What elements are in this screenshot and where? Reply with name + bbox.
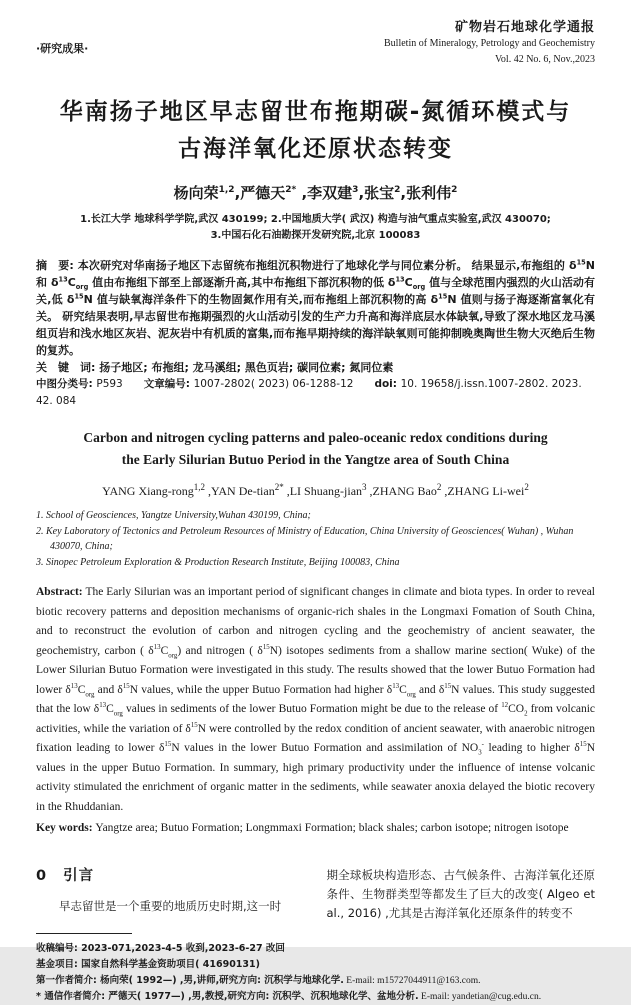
authors-en: YANG Xiang-rong$^{1,2}$ ,YAN De-tian$^{2*}$ ,LI Shuang-jian$^3$ ,ZHANG Bao$^2$ ,ZHANG Li-wei$^2$: [102, 482, 529, 498]
affiliation-cn-line2: 3.中国石化石油勘探开发研究院,北京 100083: [210, 230, 421, 241]
affiliations-cn: [36, 212, 595, 244]
footnote-corresponding-author-email: E-mail: yandetian@cug.edu.cn.: [418, 992, 542, 1002]
intro-columns: [36, 864, 595, 923]
journal-title-en: Bulletin of Mineralogy, Petrology and Geochemistry: [384, 38, 595, 49]
journal-masthead: [384, 20, 595, 68]
intro-right-paragraph: 期全球板块构造形态、古气候条件、古海洋氧化还原条件、生物群类型等都发生了巨大的改变( Algeo et al., 2016) ,尤其是古海洋氧化还原条件的转变不: [326, 868, 595, 920]
abstract-cn: 摘 要: 本次研究对华南扬子地区下志留统布拖组沉积物进行了地球化学与同位素分析。 结果显示,布拖组的 $\delta^{15}N$ 和 $\delta^{13}C_{org}$ 值由布拖组下部至上部逐渐升高,其中布拖组下部沉积物的低 $\delta^{13}C_{org}$ 值与全球范围内强烈的火山活动有关,低 $\delta^{15}N$ 值与缺氧海洋条件下的生物固氮作用有关,而布拖组上部沉积物的高 $\delta^{15}N$ 值则与扬子海逐渐富氧化有关。 研究结果表明,早志留世布拖期强烈的火山活动引发的生产力升高和海洋底层水体缺氧,导致了深水地区龙马溪组页岩和浅水地区灰岩、泥灰岩中有机质的富集,而布拖早期持续的海洋缺氧则可能抑制晚奥陶世生物大灭绝后生物的复苏。: [36, 258, 595, 357]
page-header: [36, 20, 595, 68]
keywords-cn: 关 键 词: 扬子地区; 布拖组; 龙马溪组; 黑色页岩; 碳同位素; 氮同位素: [36, 361, 394, 374]
journal-issue: Vol. 42 No. 6, Nov.,2023: [494, 54, 595, 65]
journal-title-cn: 矿物岩石地球化学通报: [454, 20, 595, 35]
footnote-fund: [36, 957, 595, 973]
affiliation-en-line1: 1. School of Geosciences, Yangtze University,Wuhan 430199, China;: [36, 510, 311, 521]
article-title-cn: [36, 94, 595, 168]
intro-right-column: [327, 864, 596, 923]
affiliation-cn-line1: 1.长江大学 地球科学学院,武汉 430199; 2.中国地质大学( 武汉) 构造与油气重点实验室,武汉 430070;: [80, 214, 551, 225]
affiliations-en: [36, 508, 595, 570]
article-title-en: [36, 427, 595, 471]
article-title-cn-line1: 华南扬子地区早志留世布拖期碳-氮循环模式与: [59, 99, 572, 125]
section-number: 0: [36, 868, 48, 884]
footnote-received-text: 收稿编号: 2023-071,2023-4-5 收到,2023-6-27 改回: [36, 943, 285, 954]
footnote-divider: [36, 933, 132, 934]
article-title-en-line1: Carbon and nitrogen cycling patterns and paleo-oceanic redox conditions during: [83, 430, 548, 445]
section-heading: [36, 864, 305, 885]
footnotes: [36, 941, 595, 1005]
article-title-en-line2: the Early Silurian Butuo Period in the Yangtze area of South China: [121, 452, 510, 467]
footnote-received: [36, 941, 595, 957]
keywords-en: Key words: Yangtze area; Butuo Formation; Longmmaxi Formation; black shales; carbon isotope; nitrogen isotope: [36, 822, 569, 834]
article-title-cn-line2: 古海洋氧化还原状态转变: [178, 136, 453, 162]
section-title: 引言: [63, 868, 95, 884]
footnote-fund-text: 基金项目: 国家自然科学基金资助项目( 41690131): [36, 959, 260, 970]
footnote-corresponding-author: [36, 989, 595, 1005]
intro-left-column: [36, 864, 305, 923]
abstract-en: Abstract: The Early Silurian was an important period of significant changes in climate and biota types. In order to reveal biotic recovery patterns and deposition mechanisms of organic-rich shales in the Longmaxi Fomation of South China, and to reconstruct the evolution of carbon and nitrogen cycling and the geochemistry of ancient seawater, the geochemistry, carbon ( $\delta^{13}C_{org}$) and nitrogen ( $\delta^{15}N$) isotopes sediments from a shallow marine section( Wuke) of the Lower Silurian Butuo Formation were investigated in this study. The results showed that the lower Butuo Formation had lower $\delta^{13}C_{org}$ and $\delta^{15}N$ values, while the upper Butuo Formation had higher $\delta^{13}C_{org}$ and $\delta^{15}N$ values. This study suggested that the low $\delta^{13}C_{org}$ values in sediments of the lower Butuo Formation might be due to the release of $^{12}CO_2$ from volcanic activities, while the variation of $\delta^{15}N$ were controlled by the redox condition of ancient seawater, with anaerobic nitrogen fixation leading to lower $\delta^{15}N$ values in the lower Butuo Formation and assimilation of $NO_3^-$ leading to higher $\delta^{15}N$ values in the upper Butuo Formation. In summary, high primary productivity under the influence of intense volcanic activity stimulated the enrichment of organic matter in the sediments, while seawater anoxia delayed the biotic recovery in the Rhuddanian.: [36, 586, 596, 813]
affiliation-en-line3: 3. Sinopec Petroleum Exploration & Production Research Institute, Beijing 100083, China: [36, 556, 400, 568]
intro-left-paragraph: 早志留世是一个重要的地质历史时期,这一时: [59, 899, 282, 913]
footnote-first-author-email: E-mail: m15727044911@163.com.: [343, 976, 481, 986]
article-category-label: ·研究成果·: [36, 42, 89, 55]
authors-cn: 杨向荣$^{1,2}$,严德天$^{2*}$ ,李双建$^3$,张宝$^2$,张利伟$^2$: [173, 184, 458, 202]
footnote-corresponding-author-text: * 通信作者简介: 严德天( 1977—) ,男,教授,研究方向: 沉积学、沉积地球化学、盆地分析.: [36, 991, 419, 1002]
meta-line: 中图分类号: P593 文章编号: 1007-2802( 2023) 06-1288-12 doi: 10. 19658/j.issn.1007-2802. 2023. 42. 084: [36, 378, 582, 407]
affiliation-en-line2: 2. Key Laboratory of Tectonics and Petroleum Resources of Ministry of Education, China University of Geosciences( Wuhan) , Wuhan 430070, China;: [36, 525, 574, 552]
footnote-first-author-text: 第一作者简介: 杨向荣( 1992—) ,男,讲师,研究方向: 沉积学与地球化学.: [36, 975, 344, 986]
footnote-first-author: [36, 973, 595, 989]
